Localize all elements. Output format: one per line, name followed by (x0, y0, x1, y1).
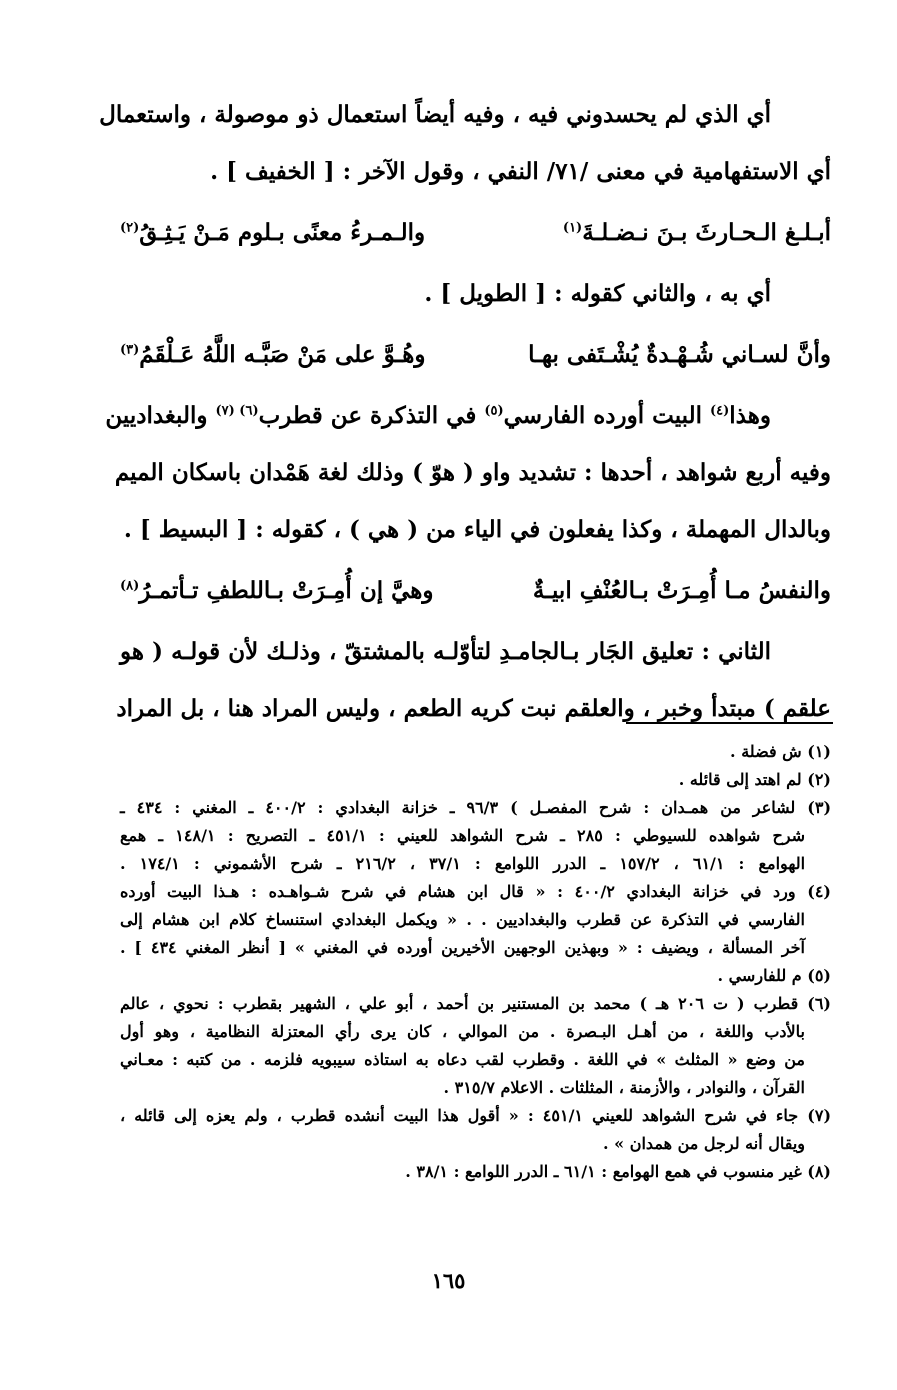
footnote-ref: (٤) (710, 403, 730, 419)
footnote-continuation: شرح شواهده للسيوطي : ٢٨٥ ـ شرح الشواهد للعيني : ٤٥١/١ ـ التصريح : ١٤٨/١ ـ همع (120, 826, 806, 845)
footnote-continuation: بالأدب واللغة ، من أهـل البـصرة . من الموالي ، كان يرى رأي المعتزلة النظامية ، وهو أول (120, 1022, 805, 1041)
footnote: (٤) ورد في خزانة البغدادي ٤٠٠/٢ : « قال ابن هشام في شرح شـواهـده : هـذا البيت أورده (120, 882, 831, 901)
footnote-continuation: الفارسي في التذكرة عن قطرب والبغداديين . . « ويكمل البغدادي استنساخ كلام ابن هشام إلى (120, 910, 806, 929)
footnote: (٨) غير منسوب في همع الهوامع : ٦١/١ ـ الدرر اللوامع : ٣٨/١ . (405, 1162, 831, 1181)
verse-first-hemistich: وأنَّ لسـاني شُـهْـدةٌ يُشْـتَفى بهـا (528, 341, 831, 368)
verse-first-hemistich: والنفسُ مـا أُمِـرَتْ بـالعُنْفِ ابيـةٌ (532, 577, 831, 604)
footnote: (٥) م للفارسي . (717, 966, 831, 985)
footnote-continuation: من وضع « المثلث » في اللغة . وقطرب لقب دعاه به استاذه سيبويه فلزمه . من كتبه : معـاني (120, 1050, 805, 1069)
footnote: (١) ش فضلة . (730, 742, 831, 761)
verse-line (120, 326, 831, 383)
footnote-continuation: آخر المسألة ، ويضيف : « وبهذين الوجهين الأخيرين أورده في المغني » [ أنظر المغني ٤٣٤ ] . (120, 938, 806, 957)
footnote-ref: (٢) (120, 220, 140, 236)
footnote: (٢) لم اهتد إلى قائله . (678, 770, 831, 789)
text-line: أي به ، والثاني كقوله : [ الطويل ] . (424, 280, 771, 307)
verse-second-hemistich: وهيَّ إن أُمِـرَتْ بـاللطفِ تـأتمـرُ$^{(٨)}$ (120, 577, 434, 604)
verse-line (120, 204, 831, 261)
text-line: وفيه أربع شواهد ، أحدها : تشديد واو ( هوّ ) وذلك لغة هَمْدان باسكان الميم (114, 459, 831, 486)
footnote-ref: (٥) (484, 403, 504, 419)
verse-first-hemistich: أبـلـغ الـحـارثَ بـنَ نـضـلـةَ$^{(١)}$ (562, 219, 831, 246)
footnotes (120, 738, 831, 1186)
footnote: (٦) قطرب ( ت ٢٠٦ هـ ) محمد بن المستنير بن أحمد ، أبو علي ، الشهير بقطرب : نحوي ، عالم (120, 994, 831, 1013)
footnote-ref: (٣) (120, 342, 140, 358)
verse-second-hemistich: والـمـرءُ معنًى بـلوم مَـنْ يَـثِـقُ$^{(٢)}$ (120, 219, 426, 246)
text-line: أي الاستفهامية في معنى /٧١/ النفي ، وقول الآخر : [ الخفيف ] . (210, 158, 831, 185)
footnote-continuation: ويقال أنه لرجل من همدان » . (603, 1134, 805, 1153)
footnote-continuation: القرآن ، والنوادر ، والأزمنة ، المثلثات . الاعلام ٣١٥/٧ . (443, 1078, 805, 1097)
text-line: أي الذي لم يحسدوني فيه ، وفيه أيضاً استعمال ذو موصولة ، واستعمال (99, 101, 771, 128)
footnote-continuation: الهوامع : ٦١/١ ، ١٥٧/٢ ـ الدرر اللوامع : ٣٧/١ ، ٢١٦/٢ ـ شرح الأشموني : ١٧٤/١ . (120, 854, 806, 873)
main-text (99, 86, 831, 737)
text-line: علقم ) مبتدأ وخبر ، والعلقم نبت كريه الطعم ، وليس المراد هنا ، بل المراد (116, 695, 831, 722)
verse-line (120, 562, 831, 619)
verse-second-hemistich: وهُـوَّ على مَنْ صَبَّـه اللَّهُ عَـلْقَمُ$^{(٣)}$ (120, 341, 426, 368)
text-line: وهذا$^{(٤)}$ البيت أورده الفارسي$^{(٥)}$ في التذكرة عن قطرب$^{(٦) (٧)}$ والبغداديين (105, 402, 771, 429)
footnote-separator (626, 722, 833, 724)
footnote-ref: (٦) (٧) (215, 403, 259, 419)
page-number: ١٦٥ (431, 1268, 466, 1293)
text-line: الثاني : تعليق الجَار بـالجامـدِ لتأوّلـه بالمشتقّ ، وذلـك لأن قولـه ( هو (120, 638, 771, 665)
footnote: (٣) لشاعر من همـدان : شرح المفصـل ) ٩٦/٣ ـ خزانة البغدادي : ٤٠٠/٢ ـ المغني : ٤٣٤ ـ (120, 798, 832, 817)
footnote: (٧) جاء في شرح الشواهد للعيني ٤٥١/١ : « أقول هذا البيت أنشده قطرب ، ولم يعزه إلى قائله ، (120, 1106, 832, 1125)
text-line: وبالدال المهملة ، وكذا يفعلون في الياء من ( هي ) ، كقوله : [ البسيط ] . (123, 516, 831, 543)
footnote-ref: (١) (562, 220, 583, 236)
footnote-ref: (٨) (120, 578, 140, 594)
